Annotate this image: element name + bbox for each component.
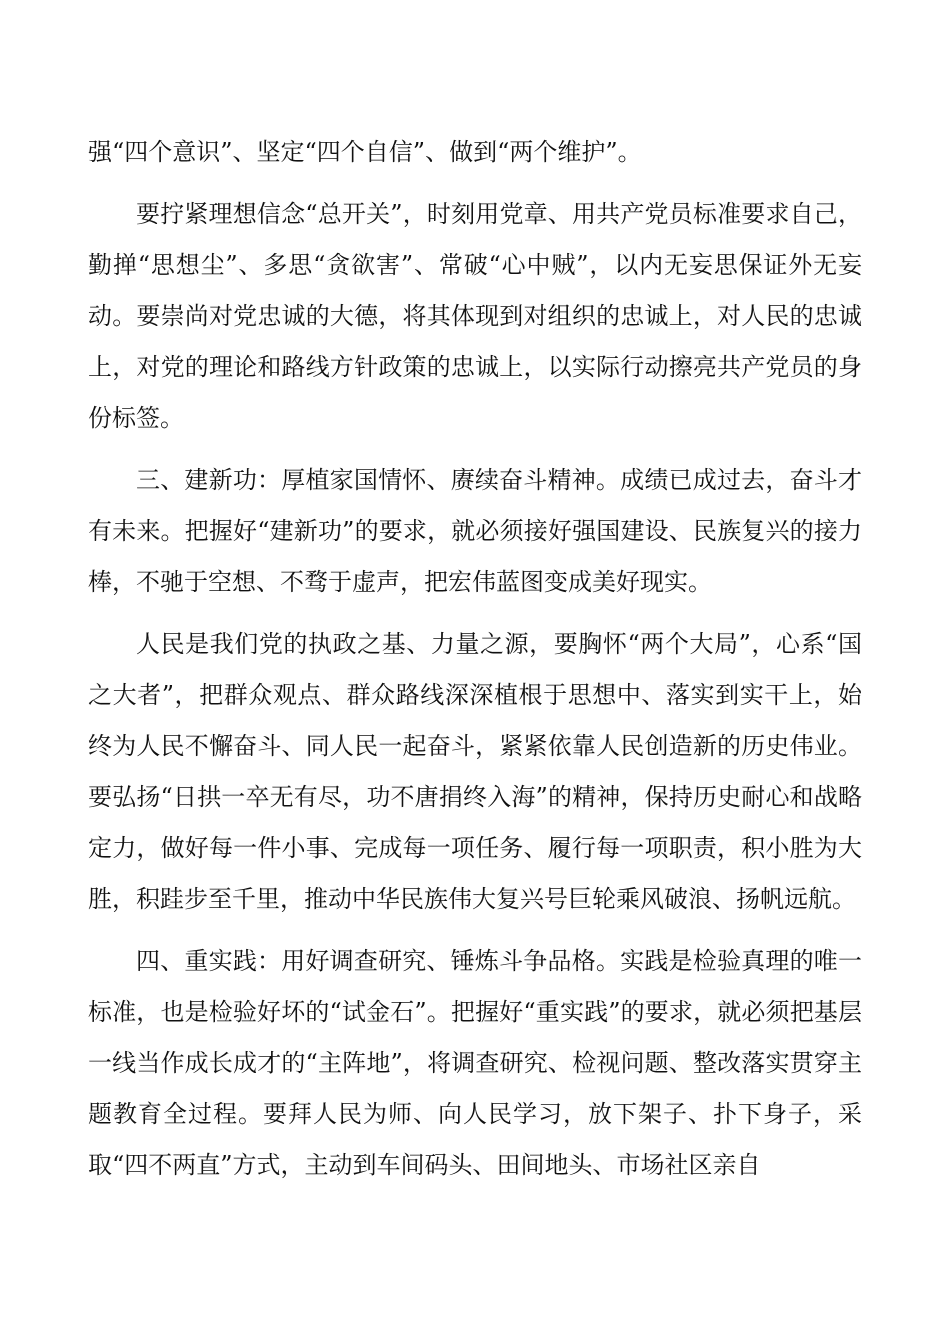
paragraph-ideals: 要拧紧理想信念“总开关”，时刻用党章、用共产党员标准要求自己，勤掸“思想尘”、多思“贪欲害”、常破“心中贼”，以内无妄思保证外无妄动。要崇尚对党忠诚的大德，将其体现到对组织的忠诚上，对人民的忠诚上，对党的理论和路线方针政策的忠诚上，以实际行动擦亮共产党员的身份标签。	[88, 200, 862, 432]
paragraph-people: 人民是我们党的执政之基、力量之源，要胸怀“两个大局”，心系“国之大者”，把群众观点、群众路线深深植根于思想中、落实到实干上，始终为人民不懈奋斗、同人民一起奋斗，紧紧依靠人民创造新的历史伟业。要弘扬“日拱一卒无有尽，功不唐捐终入海”的精神，保持历史耐心和战略定力，做好每一件小事、完成每一项任务、履行每一项职责，积小胜为大胜，积跬步至千里，推动中华民族伟大复兴号巨轮乘风破浪、扬帆远航。	[88, 630, 862, 913]
paragraph-section-three: 三、建新功：厚植家国情怀、赓续奋斗精神。成绩已成过去，奋斗才有未来。把握好“建新功”的要求，就必须接好强国建设、民族复兴的接力棒，不驰于空想、不骛于虚声，把宏伟蓝图变成美好现实。	[88, 466, 862, 596]
document-body	[88, 127, 862, 1191]
paragraph-continuation: 强“四个意识”、坚定“四个自信”、做到“两个维护”。	[88, 138, 642, 166]
paragraph-section-four: 四、重实践：用好调查研究、锤炼斗争品格。实践是检验真理的唯一标准，也是检验好坏的“试金石”。把握好“重实践”的要求，就必须把基层一线当作成长成才的“主阵地”，将调查研究、检视问题、整改落实贯穿主题教育全过程。要拜人民为师、向人民学习，放下架子、扑下身子，采取“四不两直”方式，主动到车间码头、田间地头、市场社区亲自	[88, 947, 862, 1179]
